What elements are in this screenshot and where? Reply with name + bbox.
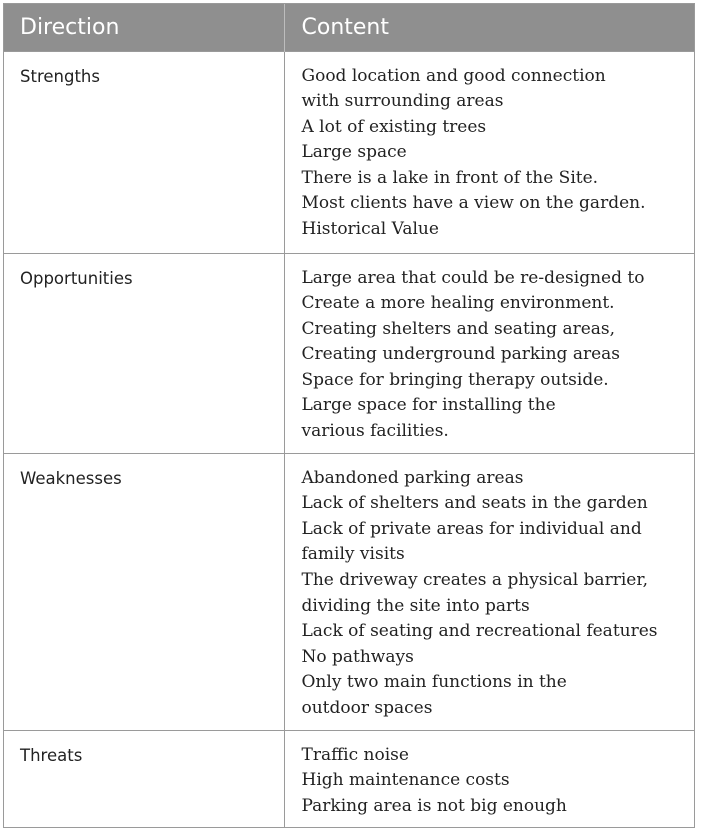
table-body [4, 51, 694, 827]
content-line: Parking area is not big enough [301, 795, 567, 816]
content-cell [284, 253, 694, 453]
content-line: No pathways [301, 646, 414, 667]
content-line: There is a lake in front of the Site. [301, 167, 599, 188]
content-line: Creating underground parking areas [301, 344, 621, 365]
content-line: Traffic noise [301, 744, 409, 765]
content-line: The driveway creates a physical barrier, [301, 570, 648, 591]
column-header-direction: Direction [4, 4, 284, 51]
content-line: Good location and good connection [301, 65, 606, 86]
content-line: Most clients have a view on the garden. [301, 193, 646, 214]
direction-cell: Opportunities [4, 253, 284, 453]
content-line: Lack of shelters and seats in the garden [301, 493, 648, 514]
column-header-content: Content [284, 4, 694, 51]
content-line: Historical Value [301, 219, 439, 240]
content-line: Lack of private areas for individual and [301, 518, 642, 539]
table-row-strengths [4, 51, 694, 253]
content-line: Only two main functions in the [301, 672, 567, 693]
table-row-threats [4, 730, 694, 827]
table-header [4, 4, 694, 51]
header-row [4, 4, 694, 51]
swot-table-grid [4, 4, 694, 827]
content-cell [284, 730, 694, 827]
content-line: High maintenance costs [301, 770, 510, 791]
table-row-weaknesses [4, 453, 694, 730]
content-line: outdoor spaces [301, 698, 433, 718]
content-line: dividing the site into parts [301, 595, 530, 616]
content-line: Creating shelters and seating areas, [301, 318, 616, 339]
content-line: Lack of seating and recreational features [301, 621, 658, 642]
content-line: Space for bringing therapy outside. [301, 369, 609, 390]
swot-table [3, 3, 695, 828]
content-line: with surrounding areas [301, 91, 504, 112]
content-line: Create a more healing environment. [301, 293, 615, 314]
table-row-opportunities [4, 253, 694, 453]
content-cell [284, 453, 694, 730]
content-line: Abandoned parking areas [301, 467, 524, 488]
direction-cell: Weaknesses [4, 453, 284, 730]
content-line: Large space [301, 142, 407, 163]
content-line: A lot of existing trees [301, 116, 487, 137]
content-line: various facilities. [301, 421, 449, 442]
direction-cell: Strengths [4, 51, 284, 253]
direction-cell: Threats [4, 730, 284, 827]
content-line: Large space for installing the [301, 395, 556, 416]
content-cell [284, 51, 694, 253]
content-line: Large area that could be re-designed to [301, 267, 645, 288]
content-line: family visits [301, 544, 405, 565]
